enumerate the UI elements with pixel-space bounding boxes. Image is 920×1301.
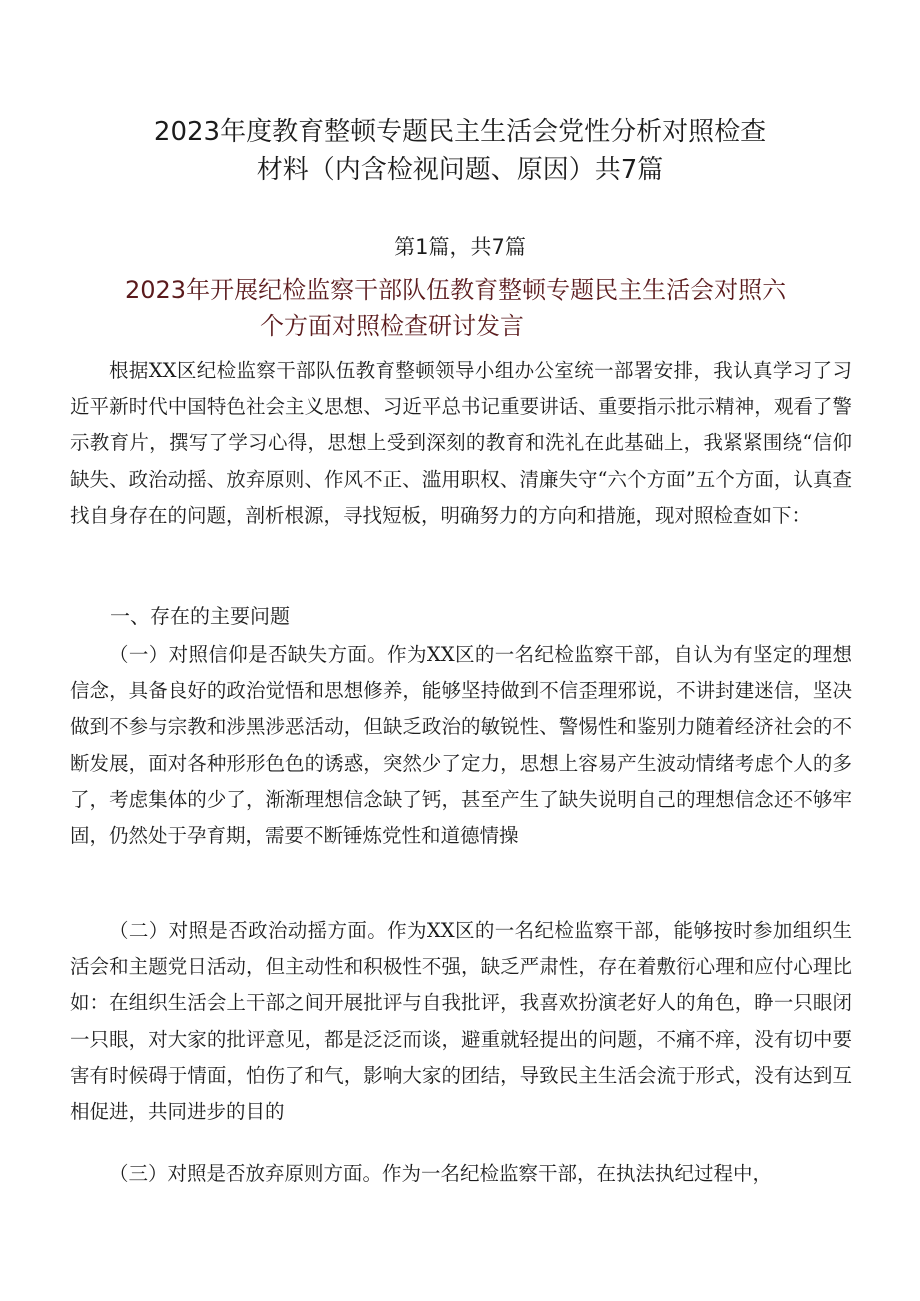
article-title-line-2: 个方面对照检查研讨发言: [260, 312, 524, 340]
intro-paragraph: [70, 353, 852, 534]
paragraph-2: [70, 913, 852, 1130]
paragraph-2-text: （二）对照是否政治动摇方面。作为XX区的一名纪检监察干部，能够按时参加组织生活会和主题党日活动，但主动性和积极性不强，缺乏严肃性，存在着敷衍心理和应付心理比如：在组织生活会上干部之间开展批评与自我批评，我喜欢扮演老好人的角色，睁一只眼闭一只眼，对大家的批评意见，都是泛泛而谈，避重就轻提出的问题，不痛不痒，没有切中要害有时候碍于情面，怕伤了和气，影响大家的团结，导致民主生活会流于形式，没有达到互相促进，共同进步的目的: [70, 919, 852, 1124]
article-title: [110, 272, 860, 344]
paragraph-3: [70, 1156, 852, 1192]
article-title-line-1: 2023年开展纪检监察干部队伍教育整顿专题民主生活会对照六: [125, 276, 787, 304]
paragraph-3-text: （三）对照是否放弃原则方面。作为一名纪检监察干部，在执法执纪过程中，: [109, 1162, 773, 1185]
document-title-line-1: 2023年度教育整顿专题民主生活会党性分析对照检查: [153, 117, 767, 147]
section-heading: 一、存在的主要问题: [110, 604, 290, 628]
paragraph-1: [70, 637, 852, 854]
document-title-line-2: 材料（内含检视问题、原因）共7篇: [256, 155, 664, 185]
paragraph-1-text: （一）对照信仰是否缺失方面。作为XX区的一名纪检监察干部，自认为有坚定的理想信念，具备良好的政治觉悟和思想修养，能够坚持做到不信歪理邪说，不讲封建迷信，坚决做到不参与宗教和涉黑涉恶活动，但缺乏政治的敏锐性、警惕性和鉴别力随着经济社会的不断发展，面对各种形形色色的诱惑，突然少了定力，思想上容易产生波动情绪考虑个人的多了，考虑集体的少了，渐渐理想信念缺了钙，甚至产生了缺失说明自己的理想信念还不够牢固，仍然处于孕育期，需要不断锤炼党性和道德情操: [70, 643, 852, 848]
part-indicator: 第1篇，共7篇: [394, 235, 526, 259]
document-title: [60, 113, 860, 189]
intro-text: 根据XX区纪检监察干部队伍教育整顿领导小组办公室统一部署安排，我认真学习了习近平新时代中国特色社会主义思想、习近平总书记重要讲话、重要指示批示精神，观看了警示教育片，撰写了学习心得，思想上受到深刻的教育和洗礼在此基础上，我紧紧围绕“信仰缺失、政治动摇、放弃原则、作风不正、滥用职权、清廉失守“六个方面”五个方面，认真查找自身存在的问题，剖析根源，寻找短板，明确努力的方向和措施，现对照检查如下：: [70, 359, 852, 527]
